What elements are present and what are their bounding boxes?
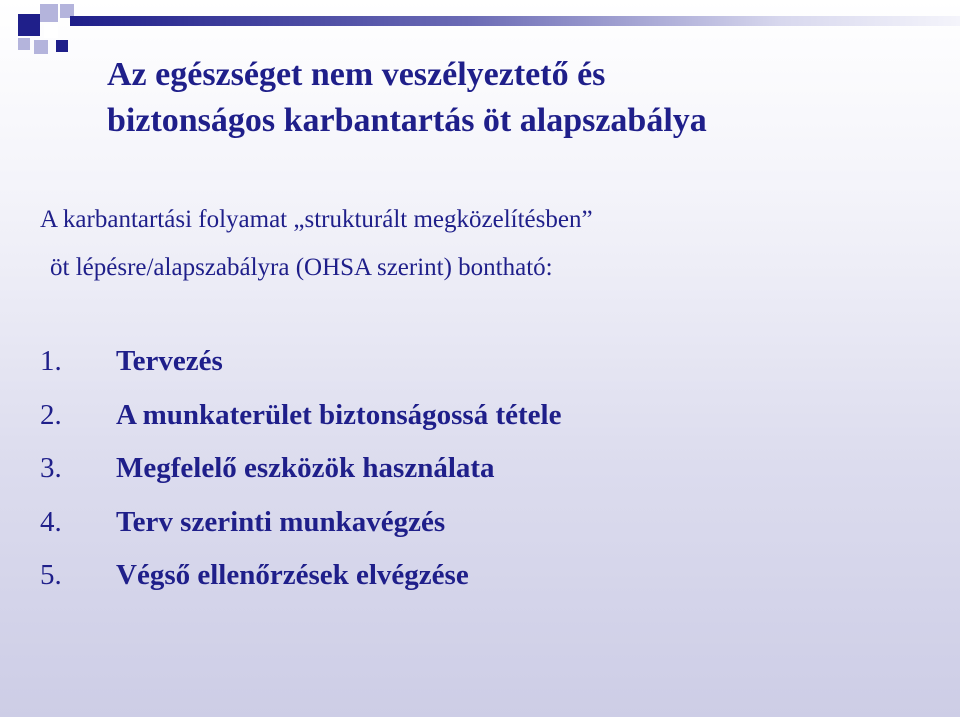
slide-title-line-1: Az egészséget nem veszélyeztető és [107, 56, 606, 93]
list-item [40, 551, 561, 605]
intro-line-2: öt lépésre/alapszabályra (OHSA szerint) bontható: [50, 254, 553, 281]
steps-list [40, 337, 561, 605]
decor-square-icon [18, 14, 40, 36]
decor-square-icon [40, 4, 58, 22]
slide-title-line-2: biztonságos karbantartás öt alapszabálya [107, 102, 707, 139]
step-text: Végső ellenőrzések elvégzése [116, 559, 469, 591]
decor-square-icon [44, 24, 58, 38]
step-number: 1. [40, 345, 62, 377]
step-text: Tervezés [116, 345, 223, 377]
step-number: 2. [40, 398, 62, 431]
list-item [40, 337, 561, 391]
list-item [40, 498, 561, 552]
step-number: 3. [40, 452, 62, 484]
step-text: A munkaterület biztonságossá tétele [116, 398, 562, 431]
list-item [40, 391, 561, 445]
list-item [40, 444, 561, 498]
intro-text [40, 196, 593, 292]
step-text: Megfelelő eszközök használata [116, 452, 495, 484]
decor-square-icon [18, 38, 30, 50]
decor-square-icon [34, 40, 48, 54]
step-number: 5. [40, 559, 62, 591]
header-bar [70, 16, 960, 26]
step-text: Terv szerinti munkavégzés [116, 505, 446, 538]
decor-square-icon [56, 40, 68, 52]
step-number: 4. [40, 505, 62, 538]
slide-title [107, 52, 707, 144]
intro-line-1: A karbantartási folyamat „strukturált megközelítésben” [40, 206, 593, 233]
